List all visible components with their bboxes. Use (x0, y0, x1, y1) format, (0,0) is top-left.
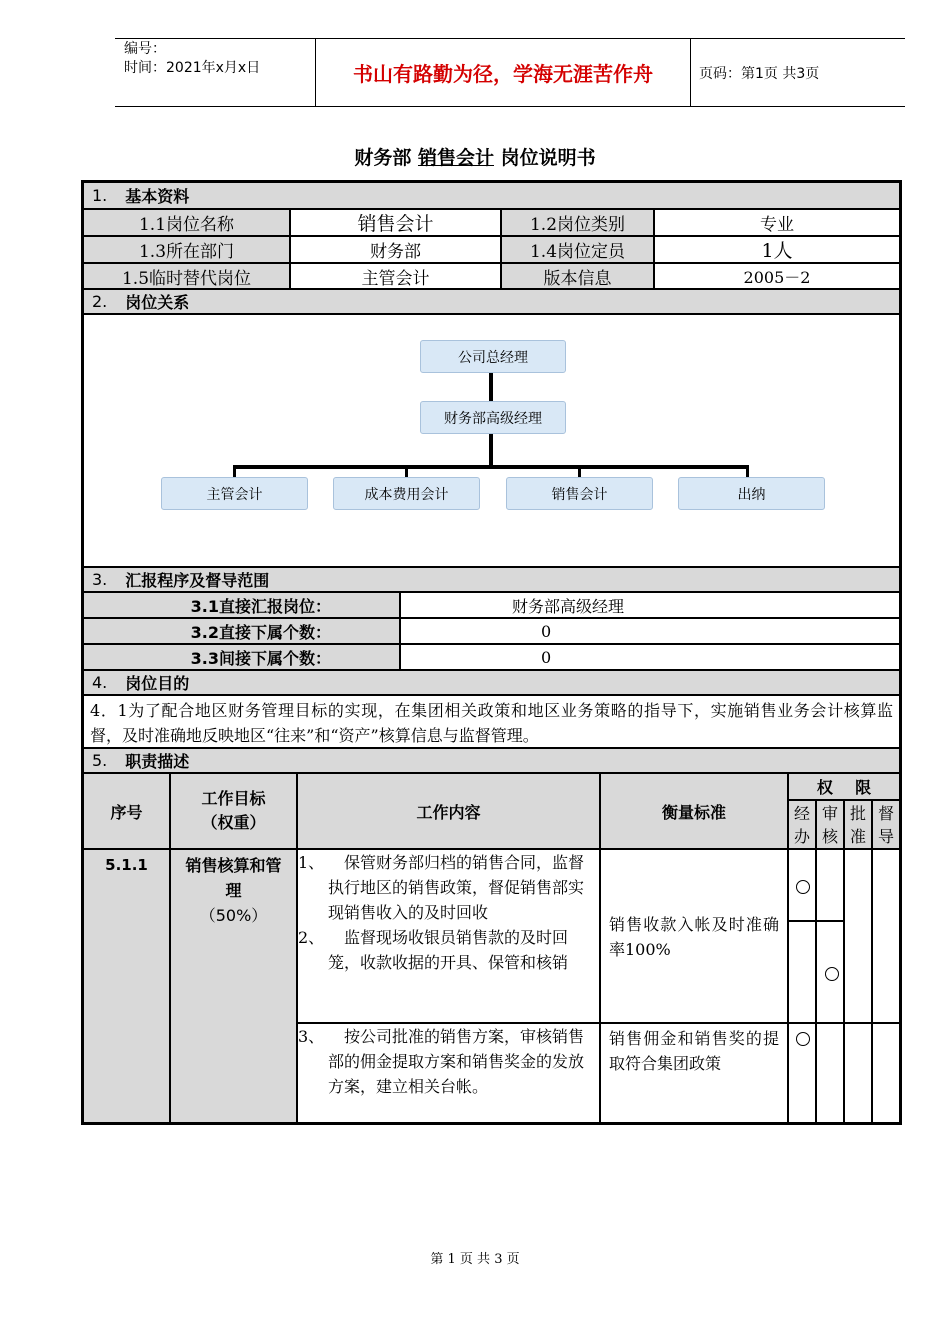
col-standard: 衡量标准 (600, 773, 788, 849)
content-item-text: 保管财务部归档的销售合同，监督执行地区的销售政策，督促销售部实现销售收入的及时回收 (328, 853, 585, 922)
auth-col: 批准 (844, 800, 872, 849)
section-number: 4. (92, 673, 108, 692)
org-node-child: 成本费用会计 (333, 477, 480, 510)
section-title: 职责描述 (125, 752, 190, 771)
field-value: 销售会计 (290, 209, 501, 236)
field-value: 主管会计 (290, 263, 501, 289)
section-number: 1. (92, 186, 108, 205)
col-content: 工作内容 (297, 773, 600, 849)
content-block-2 (297, 1023, 600, 1123)
row-goal (170, 849, 297, 1123)
org-node-senior-manager: 财务部高级经理 (420, 401, 566, 434)
org-connector (233, 465, 236, 477)
report-label: 3.1直接汇报岗位： (83, 592, 400, 618)
authority-mark (825, 967, 839, 981)
authority-mark (796, 1032, 810, 1046)
field-label: 1.1岗位名称 (83, 209, 290, 236)
org-node-ceo: 公司总经理 (420, 340, 566, 373)
content-item-text: 监督现场收银员销售款的及时回笼，收款收据的开具、保管和核销 (328, 928, 569, 972)
col-goal-sub: （权重） (201, 813, 266, 832)
org-connector (233, 465, 749, 469)
header-meta (115, 39, 316, 106)
standard-2: 销售佣金和销售奖的提取符合集团政策 (600, 1023, 788, 1123)
field-label: 1.2岗位类别 (501, 209, 654, 236)
section-1-header (83, 182, 900, 209)
job-description-table (81, 180, 902, 1125)
auth-col: 审核 (816, 800, 844, 849)
auth-cell (872, 849, 900, 1023)
page-footer: 第 1 页 共 3 页 (430, 1252, 520, 1267)
org-node-child: 出纳 (678, 477, 825, 510)
org-connector (405, 465, 408, 477)
number-label: 编号： (124, 41, 166, 57)
section-title: 岗位关系 (125, 293, 190, 312)
report-label: 3.2直接下属个数： (83, 618, 400, 644)
field-label: 1.5临时替代岗位 (83, 263, 290, 289)
header-page-info: 页码：第1页 共3页 (699, 65, 820, 82)
section-title: 汇报程序及督导范围 (125, 571, 270, 590)
content-block-1 (297, 849, 600, 1023)
field-value: 1人 (654, 236, 900, 263)
report-value: 0 (400, 618, 900, 644)
org-connector (489, 373, 493, 401)
content-item (298, 925, 599, 975)
col-authority: 权 限 (788, 773, 900, 800)
field-label: 1.3所在部门 (83, 236, 290, 263)
auth-cell (872, 1023, 900, 1123)
section-title: 岗位目的 (125, 674, 190, 693)
page-header (115, 38, 905, 107)
row-seq: 5.1.1 (83, 849, 170, 1123)
section-5-header (83, 748, 900, 773)
content-item (298, 850, 599, 925)
section-number: 3. (92, 570, 108, 589)
content-item (298, 1024, 599, 1099)
field-value: 2005－2 (654, 263, 900, 289)
document-title (0, 143, 950, 170)
org-chart (83, 314, 900, 567)
row-goal-weight: （50%） (199, 906, 268, 925)
time-label: 时间：2021年x月x日 (124, 60, 261, 76)
section-title: 基本资料 (125, 187, 190, 206)
org-node-child: 销售会计 (506, 477, 653, 510)
auth-cell (844, 1023, 872, 1123)
col-seq: 序号 (83, 773, 170, 849)
standard-1: 销售收款入帐及时准确率100% (600, 849, 788, 1023)
content-item-number: 1、 (298, 853, 325, 872)
field-label: 1.4岗位定员 (501, 236, 654, 263)
purpose-text: 4．1为了配合地区财务管理目标的实现，在集团相关政策和地区业务策略的指导下，实施销售业务会计核算监督，及时准确地反映地区“往来”和“资产”核算信息与监督管理。 (83, 695, 900, 748)
content-item-text: 按公司批准的销售方案，审核销售部的佣金提取方案和销售奖金的发放方案，建立相关台帐。 (328, 1027, 585, 1096)
field-label: 版本信息 (501, 263, 654, 289)
org-node-child: 主管会计 (161, 477, 308, 510)
auth-cell (816, 1023, 844, 1123)
field-value: 专业 (654, 209, 900, 236)
section-4-header (83, 670, 900, 695)
col-goal-label: 工作目标 (201, 789, 266, 808)
report-value: 财务部高级经理 (400, 592, 900, 618)
auth-col: 督导 (872, 800, 900, 849)
title-dept: 财务部 (354, 147, 412, 169)
title-position: 销售会计 (417, 147, 494, 169)
content-item-number: 3、 (298, 1027, 325, 1046)
org-connector (746, 465, 749, 477)
org-connector (578, 465, 581, 477)
authority-mark (796, 880, 810, 894)
field-value: 财务部 (290, 236, 501, 263)
header-motto: 书山有路勤为径，学海无涯苦作舟 (316, 39, 691, 106)
auth-cell (816, 849, 844, 921)
content-item-number: 2、 (298, 928, 325, 947)
section-number: 2. (92, 292, 108, 311)
auth-cell (788, 921, 816, 1023)
auth-col: 经办 (788, 800, 816, 849)
org-connector (489, 434, 493, 467)
report-label: 3.3间接下属个数： (83, 644, 400, 670)
section-2-header (83, 289, 900, 314)
col-goal (170, 773, 297, 849)
section-number: 5. (92, 751, 108, 770)
report-value: 0 (400, 644, 900, 670)
row-goal-label: 销售核算和管理 (185, 856, 282, 900)
auth-cell (844, 849, 872, 1023)
title-suffix: 岗位说明书 (500, 147, 596, 169)
section-3-header (83, 567, 900, 592)
